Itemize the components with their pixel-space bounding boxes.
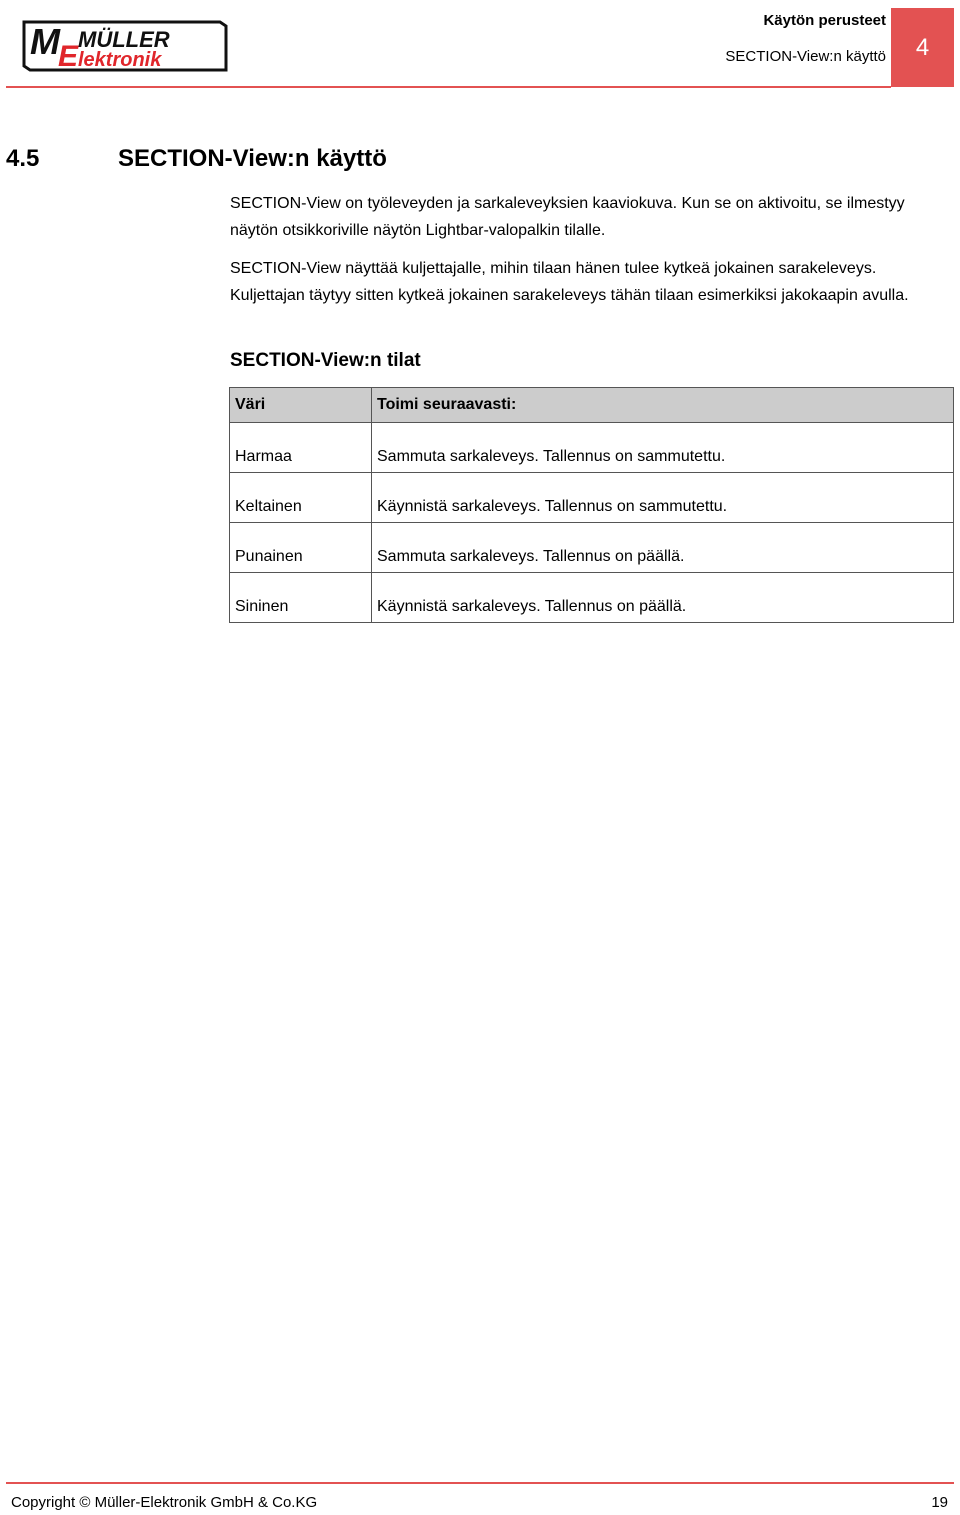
color-cell: Harmaa [230, 423, 372, 473]
header-section-title: SECTION-View:n käyttö [725, 48, 886, 65]
svg-text:MÜLLER: MÜLLER [78, 27, 170, 52]
action-cell: Sammuta sarkaleveys. Tallennus on päällä. [372, 523, 954, 573]
table-row [230, 473, 954, 523]
section-heading [6, 145, 387, 173]
action-cell: Sammuta sarkaleveys. Tallennus on sammutettu. [372, 423, 954, 473]
company-logo [20, 16, 230, 74]
color-cell: Sininen [230, 573, 372, 623]
column-header-action: Toimi seuraavasti: [372, 388, 954, 423]
mueller-elektronik-logo-graphic [20, 16, 230, 74]
action-cell: Käynnistä sarkaleveys. Tallennus on sammutettu. [372, 473, 954, 523]
footer-divider [6, 1482, 954, 1484]
color-cell: Punainen [230, 523, 372, 573]
instruction-paragraph: SECTION-View näyttää kuljettajalle, mihin tilaan hänen tulee kytkeä jokainen sarakeleveys. Kuljettajan täytyy sitten kytkeä jokainen sarakeleveys tähän tilaan esimerkiksi jakokaapin avulla. [230, 260, 909, 304]
intro-paragraph: SECTION-View on työleveyden ja sarkaleveyksien kaaviokuva. Kun se on aktivoitu, se ilmestyy näytön otsikkoriville näytön Lightbar-valopalkin tilalle. [230, 195, 905, 239]
table-row [230, 423, 954, 473]
column-header-color: Väri [230, 388, 372, 423]
table-header-row [230, 388, 954, 423]
section-number: 4.5 [6, 145, 40, 172]
table-row [230, 523, 954, 573]
svg-text:M: M [30, 21, 60, 62]
states-table-title: SECTION-View:n tilat [230, 350, 421, 371]
page-number: 19 [931, 1494, 948, 1511]
header-chapter-title: Käytön perusteet [763, 12, 886, 29]
states-table [229, 387, 954, 623]
svg-text:lektronik: lektronik [78, 49, 162, 71]
header-divider [6, 86, 891, 88]
section-title: SECTION-View:n käyttö [118, 145, 387, 172]
action-cell: Käynnistä sarkaleveys. Tallennus on päällä. [372, 573, 954, 623]
table-row [230, 573, 954, 623]
color-cell: Keltainen [230, 473, 372, 523]
svg-text:E: E [58, 40, 79, 73]
footer-copyright: Copyright © Müller-Elektronik GmbH & Co.KG [11, 1494, 318, 1511]
chapter-number-badge: 4 [891, 8, 954, 87]
